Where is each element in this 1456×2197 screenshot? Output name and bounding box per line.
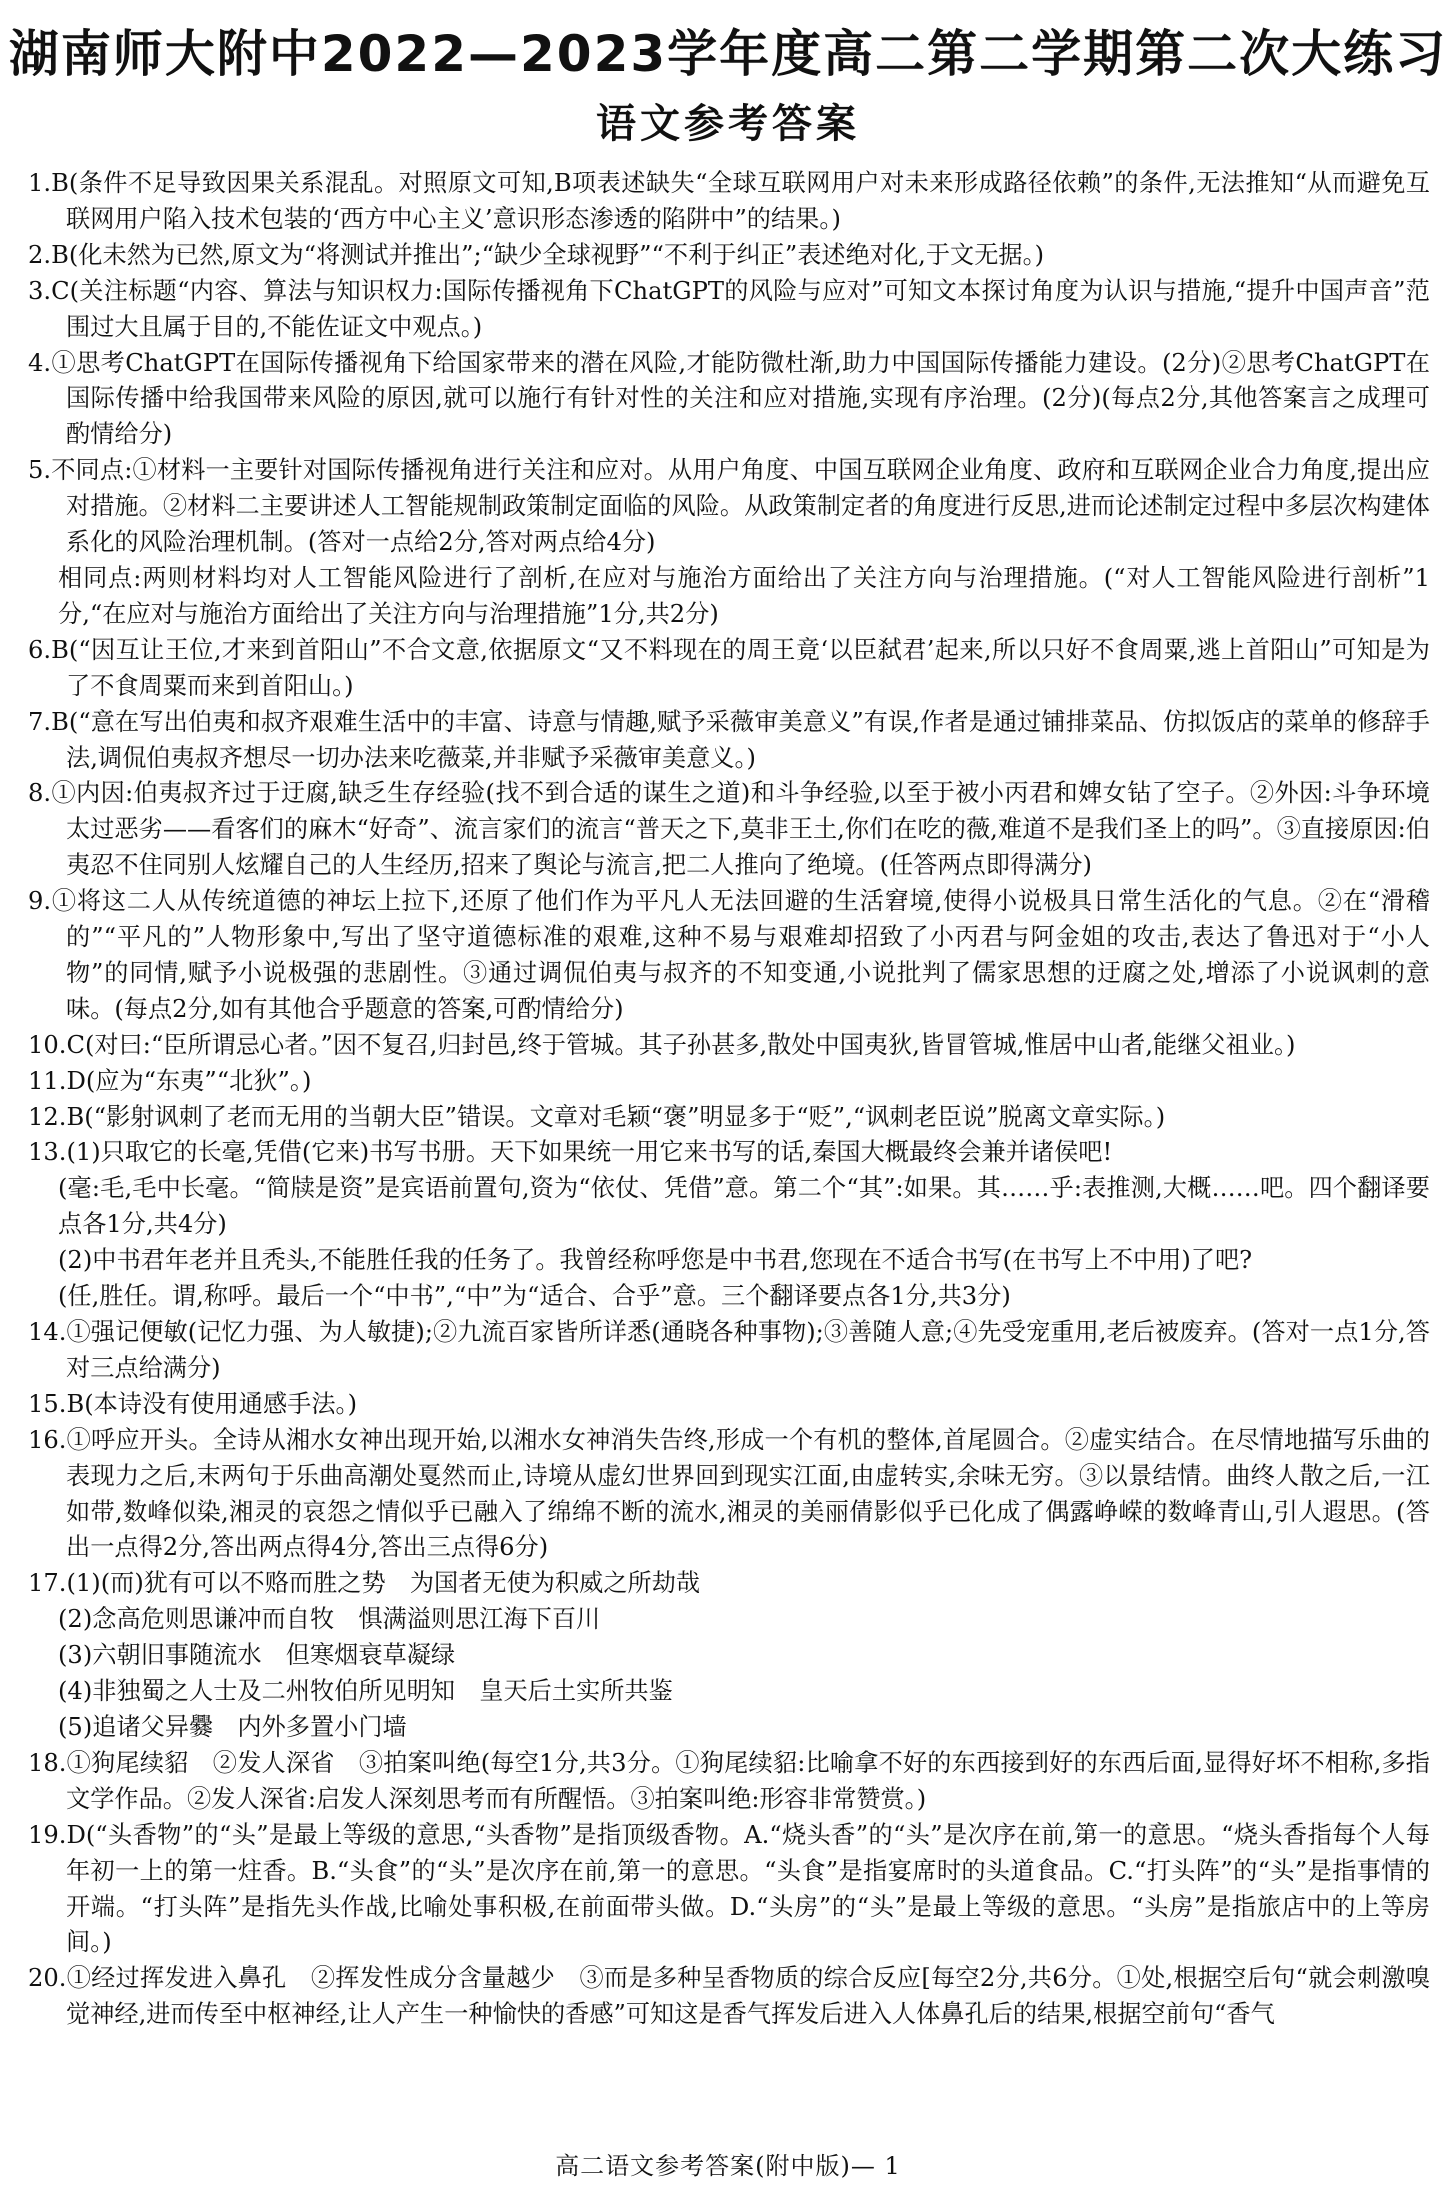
answer-text: B(条件不足导致因果关系混乱。对照原文可知,B项表述缺失“全球互联网用户对未来形成路径依赖”的条件,无法推知“从而避免互联网用户陷入技术包装的‘西方中心主义’意识形态渗透的陷阱中”的结果。) bbox=[51, 169, 1430, 233]
answer-item bbox=[28, 776, 1430, 884]
answer-item bbox=[28, 1028, 1430, 1064]
answer-continuation: 相同点:两则材料均对人工智能风险进行了剖析,在应对与施治方面给出了关注方向与治理措施。(“对人工智能风险进行剖析”1分,“在应对与施治方面给出了关注方向与治理措施”1分,共2分) bbox=[58, 563, 1430, 628]
answer-number: 16. bbox=[28, 1425, 67, 1454]
answer-number: 19. bbox=[28, 1820, 67, 1849]
answer-number: 8. bbox=[28, 779, 52, 808]
answer-number: 6. bbox=[28, 635, 52, 664]
answer-number: 9. bbox=[28, 887, 52, 916]
answer-item bbox=[28, 1315, 1430, 1387]
answer-text: (1)(而)犹有可以不赂而胜之势 为国者无使为积威之所劫哉 bbox=[66, 1569, 701, 1598]
answer-text: 不同点:①材料一主要针对国际传播视角进行关注和应对。从用户角度、中国互联网企业角度、政府和互联网企业合力角度,提出应对措施。②材料二主要讲述人工智能规制政策制定面临的风险。从政策制定者的角度进行反思,进而论述制定过程中多层次构建体系化的风险治理机制。(答对一点给2分,答对两点给4分) bbox=[51, 456, 1430, 557]
answer-item bbox=[28, 1566, 1430, 1602]
answer-item bbox=[28, 346, 1430, 454]
answer-number: 13. bbox=[28, 1138, 67, 1167]
answer-text: ①内因:伯夷叔齐过于迂腐,缺乏生存经验(找不到合适的谋生之道)和斗争经验,以至于被小丙君和婢女钻了空子。②外因:斗争环境太过恶劣——看客们的麻木“好奇”、流言家们的流言“普天之下,莫非王土,你们在吃的薇,难道不是我们圣上的吗”。③直接原因:伯夷忍不住同别人炫耀自己的人生经历,招来了舆论与流言,把二人推向了绝境。(任答两点即得满分) bbox=[51, 779, 1430, 880]
answer-item bbox=[28, 1818, 1430, 1962]
answer-item bbox=[28, 238, 1430, 274]
answer-text: C(关注标题“内容、算法与知识权力:国际传播视角下ChatGPT的风险与应对”可知文本探讨角度为认识与措施,“提升中国声音”范围过大且属于目的,不能佐证文中观点。) bbox=[51, 276, 1430, 341]
answer-list bbox=[28, 166, 1430, 2033]
answer-number: 10. bbox=[28, 1030, 67, 1059]
answer-item bbox=[28, 1746, 1430, 1818]
answer-subline: (2)中书君年老并且秃头,不能胜任我的任务了。我曾经称呼您是中书君,您现在不适合书写(在书写上不中用)了吧? bbox=[58, 1246, 1253, 1275]
answer-item bbox=[28, 1423, 1430, 1567]
answer-text: ①将这二人从传统道德的神坛上拉下,还原了他们作为平凡人无法回避的生活窘境,使得小说极具日常生活化的气息。②在“滑稽的”“平凡的”人物形象中,写出了坚守道德标准的艰难,这种不易与艰难却招致了小丙君与阿金姐的攻击,表达了鲁迅对于“小人物”的同情,赋予小说极强的悲剧性。③通过调侃伯夷与叔齐的不知变通,小说批判了儒家思想的迂腐之处,增添了小说讽刺的意味。(每点2分,如有其他合乎题意的答案,可酌情给分) bbox=[51, 887, 1430, 1023]
answer-number: 11. bbox=[28, 1066, 67, 1095]
answer-item bbox=[28, 274, 1430, 346]
answer-number: 1. bbox=[28, 169, 52, 197]
answer-subline: (任,胜任。谓,称呼。最后一个“中书”,“中”为“适合、合乎”意。三个翻译要点各1分,共3分) bbox=[58, 1282, 1011, 1311]
answer-number: 18. bbox=[28, 1748, 67, 1777]
answer-number: 12. bbox=[28, 1102, 67, 1131]
answer-subline: (2)念高危则思谦冲而自牧 惧满溢则思江海下百川 bbox=[58, 1605, 601, 1634]
answer-text: D(应为“东夷”“北狄”。) bbox=[66, 1066, 312, 1095]
page-footer: 高二语文参考答案(附中版)— 1 bbox=[555, 2152, 901, 2180]
answer-number: 20. bbox=[28, 1964, 67, 1993]
answer-item bbox=[28, 1135, 1430, 1171]
answer-number: 14. bbox=[28, 1318, 67, 1346]
answer-text: ①思考ChatGPT在国际传播视角下给国家带来的潜在风险,才能防微杜渐,助力中国国际传播能力建设。(2分)②思考ChatGPT在国际传播中给我国带来风险的原因,就可以施行有针对性的关注和应对措施,实现有序治理。(2分)(每点2分,其他答案言之成理可酌情给分) bbox=[51, 348, 1430, 449]
answer-subline: (3)六朝旧事随流水 但寒烟衰草凝绿 bbox=[58, 1641, 456, 1670]
answer-number: 3. bbox=[28, 276, 52, 305]
answer-subline: (4)非独蜀之人士及二州牧伯所见明知 皇天后土实所共鉴 bbox=[58, 1677, 673, 1706]
answer-text: B(化未然为已然,原文为“将测试并推出”;“缺少全球视野”“不利于纠正”表述绝对化,于文无据。) bbox=[51, 240, 1045, 269]
answer-number: 4. bbox=[28, 348, 52, 377]
answer-text: (1)只取它的长毫,凭借(它来)书写书册。天下如果统一用它来书写的话,秦国大概最终会兼并诸侯吧! bbox=[66, 1138, 1113, 1167]
answer-subline: (5)追诸父异爨 内外多置小门墙 bbox=[58, 1712, 407, 1741]
answer-number: 2. bbox=[28, 240, 52, 269]
answer-text: ①呼应开头。全诗从湘水女神出现开始,以湘水女神消失告终,形成一个有机的整体,首尾圆合。②虚实结合。在尽情地描写乐曲的表现力之后,末两句于乐曲高潮处戛然而止,诗境从虚幻世界回到现实江面,由虚转实,余味无穷。③以景结情。曲终人散之后,一江如带,数峰似染,湘灵的哀怨之情似乎已融入了绵绵不断的流水,湘灵的美丽倩影似乎已化成了偶露峥嵘的数峰青山,引人遐思。(答出一点得2分,答出两点得4分,答出三点得6分) bbox=[66, 1425, 1430, 1562]
answer-text: B(“影射讽刺了老而无用的当朝大臣”错误。文章对毛颖“褒”明显多于“贬”,“讽刺老臣说”脱离文章实际。) bbox=[66, 1102, 1166, 1131]
answer-item bbox=[28, 705, 1430, 777]
answer-number: 5. bbox=[28, 456, 52, 485]
answer-item bbox=[28, 1387, 1430, 1423]
answer-item bbox=[28, 1100, 1430, 1136]
answer-text: ①强记便敏(记忆力强、为人敏捷);②九流百家皆所详悉(通晓各种事物);③善随人意;④先受宠重用,老后被废弃。(答对一点1分,答对三点给满分) bbox=[66, 1318, 1430, 1382]
answer-item bbox=[28, 453, 1430, 561]
answer-number: 15. bbox=[28, 1389, 67, 1418]
answer-item bbox=[28, 1064, 1430, 1100]
answer-number: 17. bbox=[28, 1569, 67, 1598]
answer-text: C(对曰:“臣所谓忌心者。”因不复召,归封邑,终于管城。其子孙甚多,散处中国夷狄,皆冒管城,惟居中山者,能继父祖业。) bbox=[66, 1030, 1296, 1059]
answer-item bbox=[28, 884, 1430, 1028]
answer-text: B(“因互让王位,才来到首阳山”不合文意,依据原文“又不料现在的周王竟‘以臣弑君’起来,所以只好不食周粟,逃上首阳山”可知是为了不食周粟而来到首阳山。) bbox=[51, 635, 1430, 700]
document-subtitle: 语文参考答案 bbox=[596, 101, 860, 147]
answer-subline: (毫:毛,毛中长毫。“简牍是资”是宾语前置句,资为“依仗、凭借”意。第二个“其”:如果。其……乎:表推测,大概……吧。四个翻译要点各1分,共4分) bbox=[58, 1174, 1430, 1239]
answer-text: B(本诗没有使用通感手法。) bbox=[66, 1389, 358, 1418]
document-title: 湖南师大附中2022—2023学年度高二第二学期第二次大练习 bbox=[8, 25, 1448, 83]
answer-text: D(“头香物”的“头”是最上等级的意思,“头香物”是指顶级香物。A.“烧头香”的“头”是次序在前,第一的意思。“烧头香指每个人每年初一上的第一炷香。B.“头食”的“头”是次序在前,第一的意思。“头食”是指宴席时的头道食品。C.“打头阵”的“头”是指事情的开端。“打头阵”是指先头作战,比喻处事积极,在前面带头做。D.“头房”的“头”是最上等级的意思。“头房”是指旅店中的上等房间。) bbox=[66, 1820, 1430, 1957]
answer-text: B(“意在写出伯夷和叔齐艰难生活中的丰富、诗意与情趣,赋予采薇审美意义”有误,作者是通过铺排菜品、仿拟饭店的菜单的修辞手法,调侃伯夷叔齐想尽一切办法来吃薇菜,并非赋予采薇审美意义。) bbox=[51, 707, 1430, 772]
answer-item bbox=[28, 633, 1430, 705]
answer-item bbox=[28, 166, 1430, 238]
answer-text: ①狗尾续貂 ②发人深省 ③拍案叫绝(每空1分,共3分。①狗尾续貂:比喻拿不好的东西接到好的东西后面,显得好坏不相称,多指文学作品。②发人深省:启发人深刻思考而有所醒悟。③拍案叫绝:形容非常赞赏。) bbox=[66, 1748, 1430, 1813]
answer-item bbox=[28, 1961, 1430, 2033]
answer-text: ①经过挥发进入鼻孔 ②挥发性成分含量越少 ③而是多种呈香物质的综合反应[每空2分,共6分。①处,根据空后句“就会刺激嗅觉神经,进而传至中枢神经,让人产生一种愉快的香感”可知这是香气挥发后进入人体鼻孔后的结果,根据空前句“香气 bbox=[66, 1964, 1430, 2029]
answer-number: 7. bbox=[28, 707, 52, 736]
